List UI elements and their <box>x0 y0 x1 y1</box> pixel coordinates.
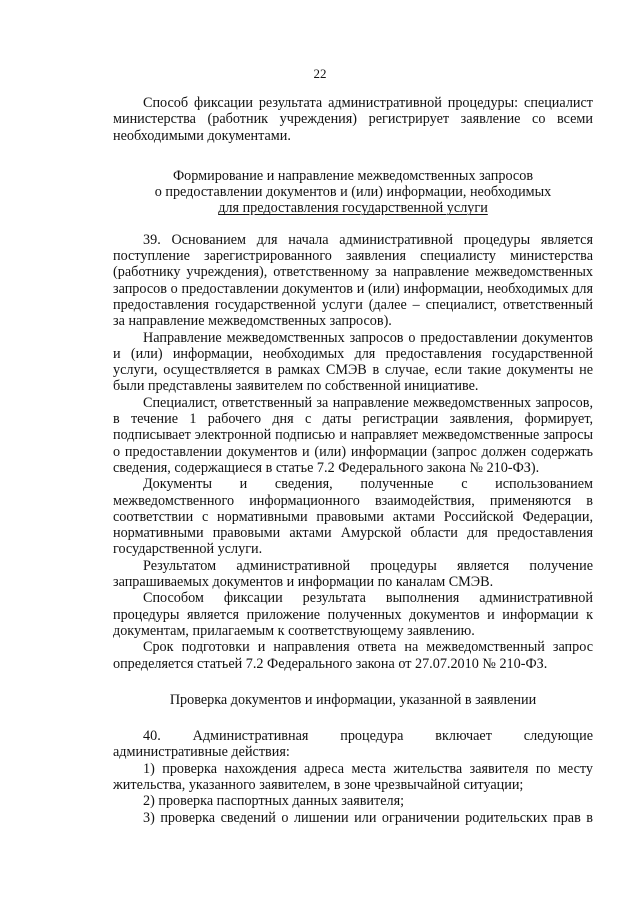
paragraph-40: 40. Административная процедура включает следующие административные действия: <box>113 728 593 761</box>
list-item-2: 2) проверка паспортных данных заявителя; <box>143 793 405 810</box>
document-body <box>113 95 593 826</box>
paragraph-request-direction: Направление межведомственных запросов о предоставлении документов и (или) информации, необходимых для предоставления государственной услуги, осуществляется в рамках СМЭВ в случае, если такие документы не были представлены заявителем по собственной инициативе. <box>113 329 593 395</box>
list-item-3: 3) проверка сведений о лишении или ограничении родительских прав в <box>143 809 593 826</box>
paragraph-intro: Способ фиксации результата административной процедуры: специалист министерства (работник учреждения) регистрирует заявление со всеми необходимыми документами. <box>113 95 593 144</box>
heading-line-1: Формирование и направление межведомственных запросов <box>172 167 534 184</box>
paragraph-deadline: Срок подготовки и направления ответа на межведомственный запрос определяется статьей 7.2 Федерального закона от 27.07.2010 № 210-ФЗ. <box>113 639 593 672</box>
section-heading-interagency-requests <box>113 168 593 217</box>
paragraph-result: Результатом административной процедуры является получение запрашиваемых документов и информации по каналам СМЭВ. <box>113 557 593 591</box>
heading-line-2: о предоставлении документов и (или) информации, необходимых <box>154 184 552 201</box>
section-heading-verification: Проверка документов и информации, указанной в заявлении <box>169 691 537 708</box>
paragraph-39: 39. Основанием для начала административной процедуры является поступление зарегистрированного заявления специалисту министерства (работнику учреждения), ответственному за направление межведомственных запросов о предоставлении документов и (или) информации, необходимых для предоставления государственной услуги (далее – специалист, ответственный за направление межведомственных запросов). <box>113 231 593 330</box>
paragraph-documents: Документы и сведения, полученные с использованием межведомственного информационного взаимодействия, применяются в соответствии с нормативными правовыми актами Российской Федерации, нормативными правовыми актами Амурской области для предоставления государственной услуги. <box>113 476 593 558</box>
list-item-1: 1) проверка нахождения адреса места жительства заявителя по месту жительства, указанного заявителем, в зоне чрезвычайной ситуации; <box>113 760 593 793</box>
paragraph-specialist: Специалист, ответственный за направление межведомственных запросов, в течение 1 рабочего дня с даты регистрации заявления, формирует, подписывает электронной подписью и направляет межведомственные запросы о предоставлении документов и (или) информации (запрос должен содержать сведения, содержащиеся в статье 7.2 Федерального закона № 210-ФЗ). <box>113 394 593 476</box>
page-number: 22 <box>313 66 327 81</box>
paragraph-fixation-method: Способом фиксации результата выполнения административной процедуры является приложение полученных документов и информации к документам, прилагаемым к соответствующему заявлению. <box>113 590 593 639</box>
heading-line-3: для предоставления государственной услуги <box>218 200 488 217</box>
